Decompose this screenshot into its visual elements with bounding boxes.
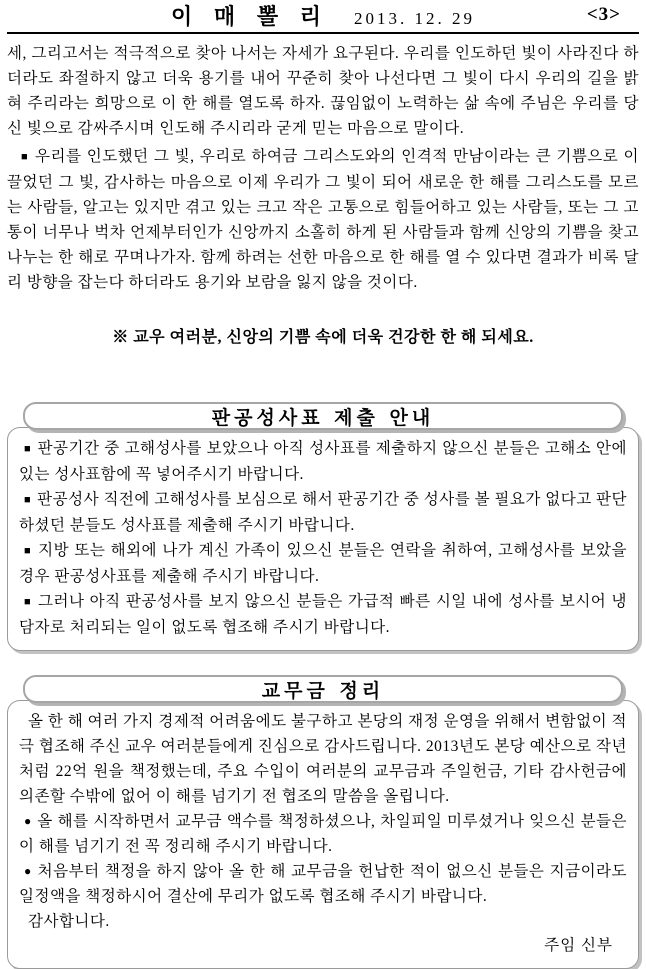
dues-item — [19, 859, 627, 909]
intro-paragraph-1: 세, 그리고서는 적극적으로 찾아 나서는 자세가 요구된다. 우리를 인도하던 빛이 사라진다 하더라도 좌절하지 않고 더욱 용기를 내어 꾸준히 찾아 나선다면 그 빛이 다시 우리의 길을 밝혀 주리라는 희망으로 이 한 해를 열도록 하자. 끊임없이 노력하는 삶 속에 주님은 우리를 당신 빛으로 감싸주시며 인도해 주시리라 굳게 믿는 마음으로 말이다. — [7, 45, 639, 137]
dues-item-text: 처음부터 책정을 하지 않아 올 한 해 교무금을 헌납한 적이 없으신 분들은 지금이라도 일정액을 책정하시어 결산에 무리가 없도록 협조해 주시기 바랍니다. — [19, 863, 628, 905]
intro-section — [7, 41, 639, 349]
confession-card-section — [7, 402, 639, 651]
confession-item-text: 판공성사 직전에 고해성사를 보심으로 해서 판공기간 중 성사를 볼 필요가 없다고 판단하셨던 분들도 성사표를 제출해 주시기 바랍니다. — [19, 491, 627, 534]
church-dues-section — [7, 675, 639, 969]
confession-item — [19, 487, 627, 538]
closing-thanks: 감사합니다. — [28, 913, 110, 930]
header-divider — [7, 32, 639, 34]
confession-item-text: 판공기간 중 고해성사를 보았으나 아직 성사표를 제출하지 않으신 분들은 고해소 안에 있는 성사표함에 꼭 넣어주시기 바랍니다. — [19, 440, 627, 483]
intro-paragraph-2-text: 우리를 인도했던 그 빛, 우리로 하여금 그리스도와의 인격적 만남이라는 큰 기쁨으로 이끌었던 그 빛, 감사하는 마음으로 이제 우리가 그 빛이 되어 새로운 한 해를 그리스도를 모르는 사람들, 알고는 있지만 겪고 있는 크고 작은 고통으로 힘들어하고 있는 사람들, 또는 그 고통이 너무나 벅차 언제부터인가 신앙까지 소홀히 하게 된 사람들과 함께 신앙의 기쁨을 찾고 나누는 한 해로 꾸며나가자. 함께 하려는 선한 마음으로 한 해를 열 수 있다면 결과가 비록 달리 방향을 잡는다 하더라도 용기와 보람을 잃지 않을 것이다. — [7, 148, 639, 291]
dues-intro-paragraph: 올 한 해 여러 가지 경제적 어려움에도 불구하고 본당의 재정 운영을 위해서 변함없이 적극 협조해 주신 교우 여러분들에게 진심으로 감사드립니다. 2013년도 본당 예산으로 작년처럼 22억 원을 책정했는데, 주요 수입이 여러분의 교무금과 주일헌금, 기타 감사헌금에 의존할 수밖에 없어 이 해를 넘기기 전 협조의 말씀을 올립니다. — [19, 713, 627, 805]
circle-bullet-icon: ● — [24, 814, 33, 828]
confession-card-section-body — [7, 427, 639, 651]
square-bullet-icon: ■ — [21, 151, 30, 163]
circle-bullet-icon: ● — [24, 864, 33, 878]
intro-paragraph-2 — [7, 144, 639, 295]
confession-item — [19, 538, 627, 589]
bulletin-title: 이 매 뽈 리 — [171, 4, 328, 30]
dues-item-text: 올 해를 시작하면서 교무금 액수를 책정하셨으나, 차일피일 미루셨거나 잊으신 분들은 이 해를 넘기기 전 꼭 정리해 주시기 바랍니다. — [19, 813, 628, 855]
masthead — [7, 0, 639, 30]
square-bullet-icon: ■ — [24, 443, 32, 455]
square-bullet-icon: ■ — [24, 545, 33, 557]
square-bullet-icon: ■ — [24, 494, 32, 506]
confession-card-section-title: 판공성사표 제출 안내 — [211, 406, 435, 429]
confession-item — [19, 436, 627, 487]
church-dues-section-title: 교무금 정리 — [261, 679, 385, 702]
confession-card-section-header — [23, 402, 623, 430]
page-number: <3> — [586, 4, 621, 25]
issue-date: 2013. 12. 29 — [354, 8, 475, 28]
masthead-center — [171, 0, 475, 31]
dues-item — [19, 809, 627, 859]
confession-item — [19, 589, 627, 640]
new-year-notice: ※ 교우 여러분, 신앙의 기쁨 속에 더욱 건강한 한 해 되세요. — [112, 329, 534, 346]
signature-pastor: 주임 신부 — [544, 937, 613, 954]
confession-item-text: 지방 또는 해외에 나가 계신 가족이 있으신 분들은 연락을 취하여, 고해성사를 보았을 경우 판공성사표를 제출해 주시기 바랍니다. — [19, 542, 627, 585]
confession-item-text: 그러나 아직 판공성사를 보지 않으신 분들은 가급적 빠른 시일 내에 성사를 보시어 냉담자로 처리되는 일이 없도록 협조해 주시기 바랍니다. — [19, 593, 627, 636]
church-dues-section-body — [7, 700, 639, 969]
church-dues-section-header — [23, 675, 623, 703]
square-bullet-icon: ■ — [24, 596, 33, 608]
